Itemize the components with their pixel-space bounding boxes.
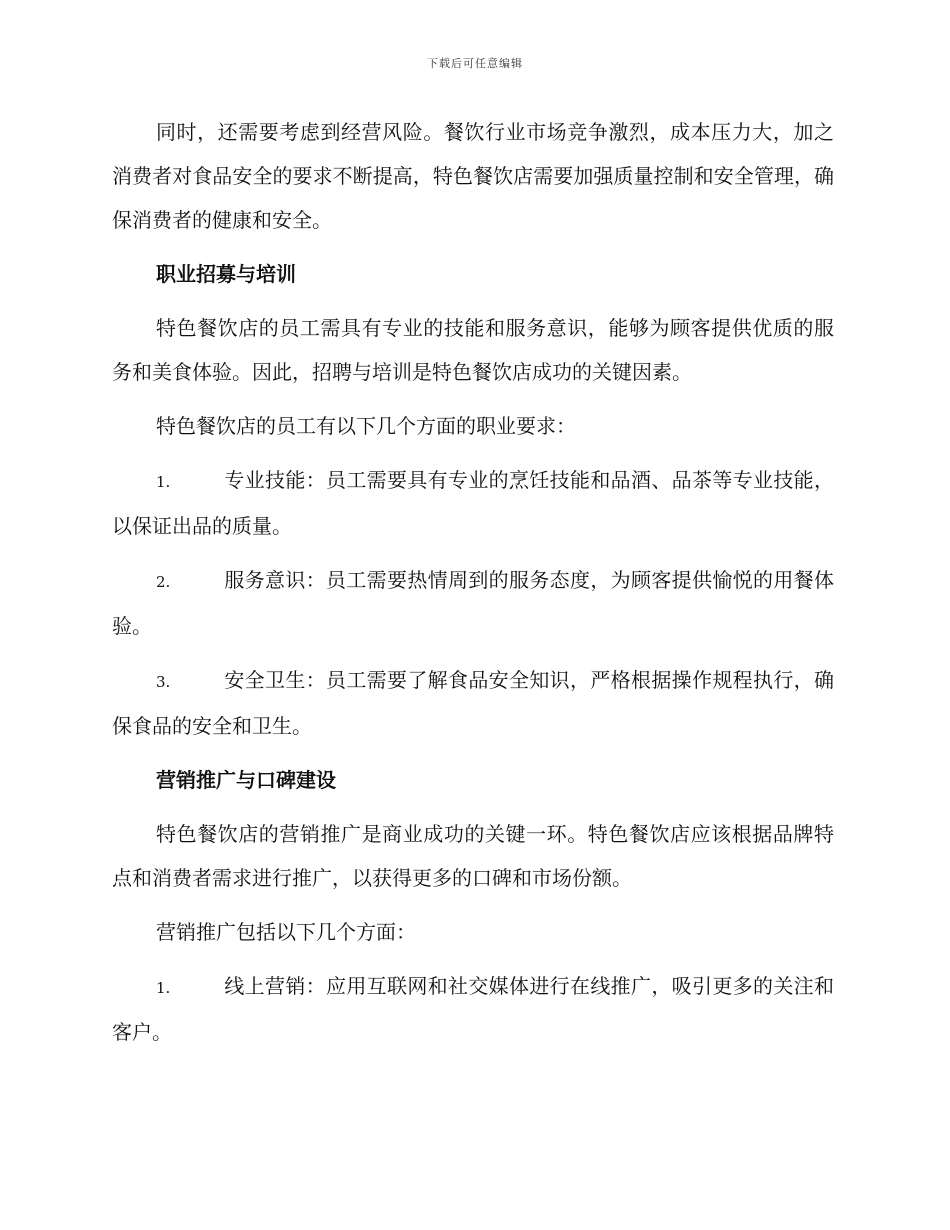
list-item-service-awareness [112, 558, 834, 648]
list-item-text: 线上营销：应用互联网和社交媒体进行在线推广，吸引更多的关注和客户。 [112, 974, 834, 1044]
list-item-safety-hygiene [112, 658, 834, 748]
list-number: 3. [156, 673, 171, 691]
heading-recruitment-training: 职业招募与培训 [156, 262, 296, 286]
list-item-online-marketing [112, 964, 834, 1054]
paragraph-marketing-intro: 营销推广包括以下几个方面： [156, 920, 416, 944]
paragraph-staff-skills: 特色餐饮店的员工需具有专业的技能和服务意识，能够为顾客提供优质的服务和美食体验。因此，招聘与培训是特色餐饮店成功的关键因素。 [112, 316, 834, 384]
header-note: 下载后可任意编辑 [427, 57, 523, 70]
list-item-professional-skills [112, 458, 834, 548]
list-number: 1. [156, 979, 171, 997]
list-item-text: 服务意识：员工需要热情周到的服务态度，为顾客提供愉悦的用餐体验。 [112, 568, 834, 638]
paragraph-risk: 同时，还需要考虑到经营风险。餐饮行业市场竞争激烈，成本压力大，加之消费者对食品安全的要求不断提高，特色餐饮店需要加强质量控制和安全管理，确保消费者的健康和安全。 [112, 120, 834, 232]
paragraph-marketing: 特色餐饮店的营销推广是商业成功的关键一环。特色餐饮店应该根据品牌特点和消费者需求进行推广，以获得更多的口碑和市场份额。 [112, 822, 834, 890]
list-item-text: 专业技能：员工需要具有专业的烹饪技能和品酒、品茶等专业技能，以保证出品的质量。 [112, 468, 834, 538]
list-number: 1. [156, 473, 171, 491]
list-item-text: 安全卫生：员工需要了解食品安全知识，严格根据操作规程执行，确保食品的安全和卫生。 [112, 668, 834, 738]
document-body [112, 110, 834, 1064]
paragraph-requirements-intro: 特色餐饮店的员工有以下几个方面的职业要求： [156, 414, 576, 438]
heading-marketing-reputation: 营销推广与口碑建设 [156, 768, 336, 792]
list-number: 2. [156, 573, 171, 591]
